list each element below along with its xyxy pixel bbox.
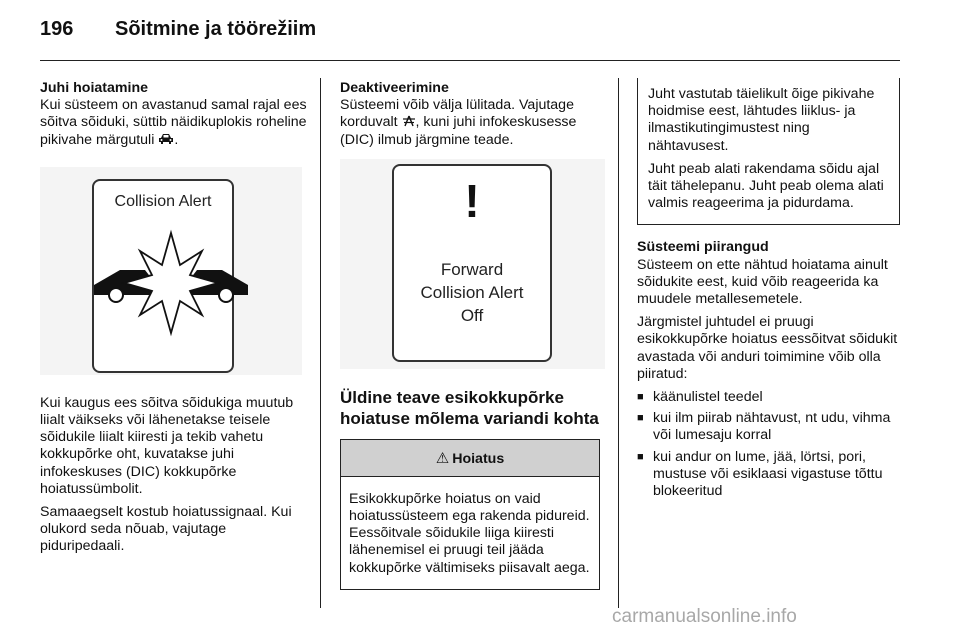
collision-graphic [40, 167, 302, 375]
column-1 [40, 80, 308, 562]
list-item [637, 410, 907, 444]
section-heading-limitations: Süsteemi piirangud [637, 239, 769, 256]
collision-alert-figure [40, 167, 302, 375]
impact-starburst-icon [124, 233, 218, 333]
bullet-icon: ■ [637, 450, 644, 463]
warning-continuation-box [637, 78, 900, 225]
list-item [637, 389, 907, 406]
section-heading-driver-warning: Juhi hoiatamine [40, 80, 148, 96]
limitations-paragraph-2: Järgmistel juhtudel ei pruugi esikokkupõrke hoiatus eessõitvat sõidukit avastada või anduri toimimine võib olla piiratud: [637, 314, 898, 382]
msg-line-3: Off [460, 305, 484, 325]
list-item-text: kui andur on lume, jää, lörtsi, pori, mustuse või esiklaasi vigastuse tõttu blokeeritud [653, 448, 883, 500]
list-item-text: käänulistel teedel [653, 389, 763, 406]
watermark: carmanualsonline.info [612, 606, 797, 627]
list-item-text: kui ilm piirab nähtavust, nt udu, vihma või lumesaju korral [653, 410, 891, 444]
bullet-icon: ■ [637, 391, 644, 404]
column-divider-1 [320, 78, 321, 608]
header-rule [40, 60, 900, 61]
column-3 [637, 80, 907, 504]
limitations-list [637, 389, 907, 500]
section-heading-deactivation: Deaktiveerimine [340, 80, 449, 96]
deactivation-text-1: Süsteemi võib välja lülitada. Vajutage korduvalt [340, 97, 574, 131]
intro-paragraph: Kui süsteem on avastanud samal rajal ees sõitva sõiduki, süttib näidikuplokis roheline pikivahe märgutuli . [40, 97, 307, 148]
warning-title [341, 440, 599, 477]
limitations-paragraph-1: Süsteem on ette nähtud hoiatama ainult sõidukite eest, kuid võib reageerida ka muudele metallesemetele. [637, 256, 888, 308]
column-2 [340, 80, 605, 590]
alert-symbol: ! [464, 174, 480, 227]
attention-note: Juht peab alati rakendama sõidu ajal täit tähelepanu. Juht peab olema alati valmis reageerima ja pidurdama. [648, 160, 884, 212]
warning-box [340, 439, 600, 590]
warning-text: Esikokkupõrke hoiatus on vaid hoiatussüsteem ega rakenda pidureid. Eessõitvale sõidukile liiga kiiresti lähenemisel ei pruugi teil jääda kokkupõrke vältimiseks piisavalt aega. [349, 490, 590, 576]
section-subheading-general: Üldine teave esikokkupõrke hoiatuse mõlema variandi kohta [340, 387, 599, 428]
list-item [637, 449, 907, 501]
collision-warning-paragraph: Kui kaugus ees sõitva sõidukiga muutub liialt väikseks või lähenetakse teisele sõidukile liialt kiiresti ja tekib vahetu kokkupõrke oht, kuvatakse juhi infokeskuses (DIC) kokkupõrke hoiatussümbolit. [40, 394, 294, 497]
page-number: 196 [40, 18, 74, 40]
brake-paragraph: Samaaegselt kostub hoiatussignaal. Kui olukord seda nõuab, vajutage piduripedaali. [40, 504, 292, 555]
msg-line-1: Forward [440, 259, 504, 279]
figure-label: Collision Alert [114, 192, 212, 210]
fcw-off-message [394, 258, 550, 327]
deactivation-paragraph [340, 97, 605, 149]
warning-title-text: Hoiatus [452, 450, 505, 467]
warning-triangle-icon: ⚠ [435, 449, 450, 467]
distance-setting-icon [402, 115, 416, 127]
intro-text: Kui süsteem on avastanud samal rajal ees sõitva sõiduki, süttib näidikuplokis roheline pikivahe märgutuli [40, 97, 307, 148]
msg-line-2: Collision Alert [420, 282, 524, 302]
bullet-icon: ■ [637, 412, 644, 425]
car-front-icon [158, 133, 174, 145]
page-title: Sõitmine ja töörežiim [115, 18, 317, 40]
dic-display-frame-2 [392, 164, 552, 362]
fcw-off-figure [340, 159, 605, 369]
column-divider-2 [618, 78, 619, 608]
responsibility-note: Juht vastutab täielikult õige pikivahe hoidmise eest, lähtudes liiklus- ja ilmastikutingimustest ning nähtavusest. [648, 86, 875, 154]
deactivation-text-2: , kuni juhi infokeskusesse (DIC) ilmub järgmine teade. [340, 114, 577, 148]
